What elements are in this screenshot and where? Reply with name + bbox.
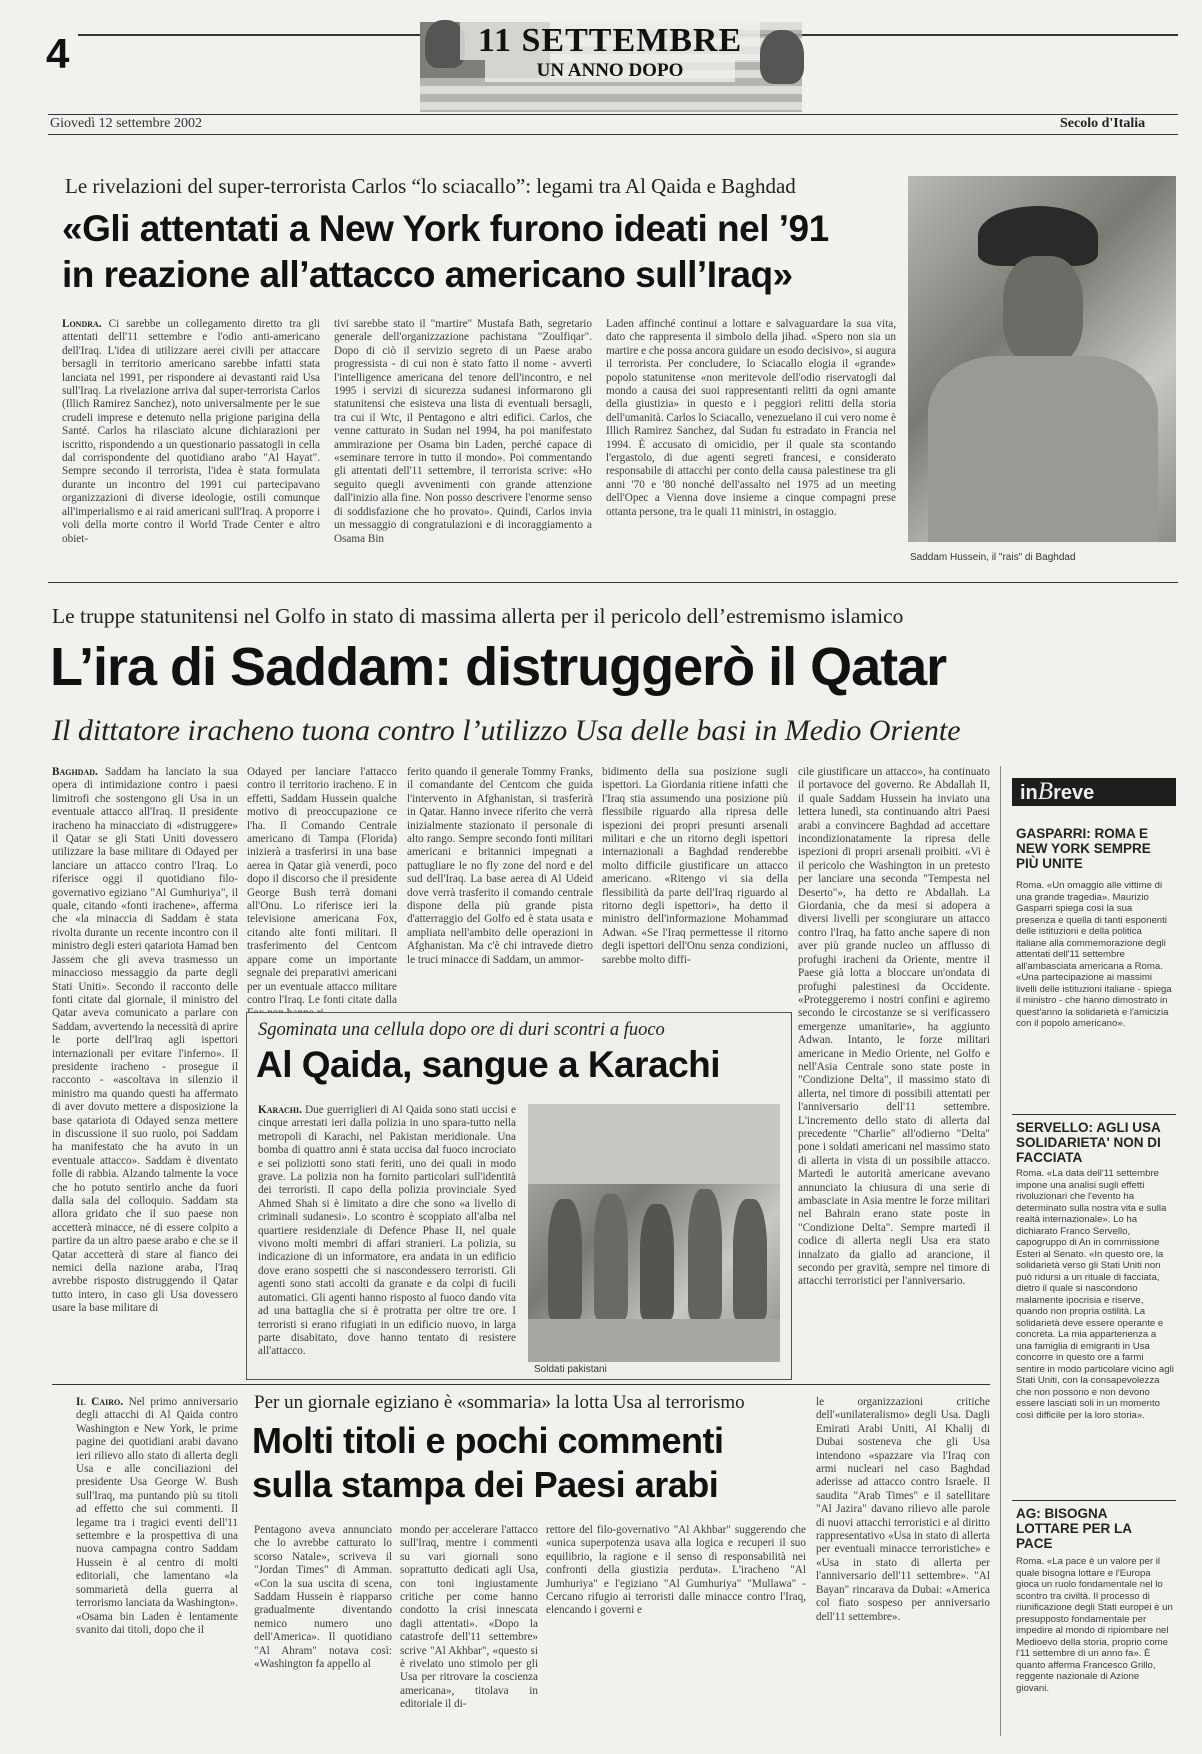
article2-dateline: Baghdad. bbox=[52, 766, 98, 778]
article2-column-3: ferito quando il generale Tommy Franks, il comandante del Centcom che guida l'intervento in Afghanistan, si trasferirà in Qatar. Hanno invece riferito che verrà inizialmente stazionato il personale di alto rango. Sempre secondo fonti militari americani e britannici impegnati a pattugliare le no fly zone del nord e del sud dell'Iraq. La base aerea di Al Udeid dove verrà trasferito il comando centrale dispone della più grande pista d'atterraggio del Golfo ed è stata usata e ampliata nell'ambito delle operazioni in Afghanistan. Ma c'è chi intravede dietro le truci minacce di Saddam, un ammor- bbox=[407, 766, 593, 966]
article1-headline-line1: «Gli attentati a New York furono ideati nel ’91 bbox=[62, 208, 829, 249]
article1-column-3: Laden affinché continui a lottare e salvaguardare la sua vita, dato che rappresenta il simbolo della jihad. «Spero non sia un martire e che possa ancora guidare un esodo decisivo», si augura il terrorista. Per concludere, lo Sciacallo elogia il «grande» popolo statunitense «non meritevole dell'odio riservatogli dal mondo a causa dei suoi rappresentanti relitti da ogni amante della giustizia» in questo e i peggiori relitti della storia dell'umanità. Carlos lo Sciacallo, venezuelano il cui vero nome è Illich Ramirez Sanchez, dal Sudan fu estradato in Francia nel 1994. È accusato di omicidio, per il quale sta scontando l'ergastolo, di due agenti segreti francesi, e considerato responsabile di attacchi per conto della causa palestinese tra gli anni '70 e '80 nonché dell'assalto nel 1975 ad un meeting dell'Opec a Vienna dove insieme a cinque compagni prese ottanta persone, tra le quali 11 ministri, in ostaggio. bbox=[606, 318, 896, 518]
sidebar-label bbox=[1012, 778, 1176, 806]
sidebar-label-prefix: in bbox=[1020, 782, 1038, 804]
article1-separator bbox=[48, 582, 1178, 583]
masthead-rule bbox=[48, 114, 1178, 115]
article2-column-1: Baghdad. Saddam ha lanciato la sua opera di intimidazione contro i paesi limitrofi che sostengono gli Usa in un eventuale attacco all'Iraq. Il presidente iracheno ha minacciato di «distruggere» il Qatar se gli Stati Uniti dovessero utilizzare la base militare di Odayed per lanciare un attacco contro l'Iraq. Lo riferisce oggi il quotidiano filo-governativo egiziano "Al Gumhuriya", il quale, citando «fonti irachene», afferma che «la minaccia di Saddam è stata rivolta durante un recente incontro con il ministro degli esteri qatariota Hamad ben Jassem che gli aveva trasmesso un minaccioso messaggio da parte degli Stati Uniti». Secondo il racconto delle fonti citate dal giornale, il ministro del Qatar aveva comunicato a parlare con Saddam, avvertendo la necessità di aprire le porte dell'Iraq agli ispettori internazionali per evitare l'inferno». Il presidente iracheno - prosegue il racconto - «ascoltava in silenzio il ministro ma quando questi ha affermato di aver dovuto mettere a disposizione la base qatariota di Odayed senza mettere in discussione il suo ruolo, poi Saddam ha manifestato che ha avuto in un eventuale attacco». Saddam è diventato folle di rabbia. Alzando talmente la voce che ho potuto sentirlo anche da fuori dalla sala del colloquio. Saddam sta allora gridato che il suo paese non accetterà minacce, né di essere colpito a partire da un altro paese arabo e che se il Qatar accetterà di stare al fianco dei nemici della nazione araba, l'Iraq avrebbe risposto distruggendo il Qatar tutto intero, in caso gli Usa dovessero usare la base militare di bbox=[52, 766, 239, 1315]
saddam-photo bbox=[908, 176, 1176, 542]
article1-column-1: Londra. Ci sarebbe un collegamento diretto tra gli attentati dell'11 settembre e l'odio anti-americano dell'Iraq. L'idea di utilizzare aerei civili per attaccare bersagli in territorio americano sarebbe infatti stata lanciata nel 1991, per rispondere ai devastanti raid Usa sull'Iraq. La rivelazione arriva dal super-terrorista Carlos (Illich Ramirez Sanchez), noto universalmente per le sue crudeli imprese e detenuto nella prigione parigina della Santé. Carlos ha rilasciato alcune dichiarazioni per iscritto, rispondendo a un questionario passatogli in cella dal corrispondente del quotidiano arabo "Al Hayat". Sempre secondo il terrorista, l'idea è stata formulata durante un incontro del 1991 cui partecipavano organizzazioni di diverse ideologie, ostili comunque all'imperialismo e ai raid americani sull'Iraq. A proporre i voli della morte contro il World Trade Center e altro obiet- bbox=[62, 318, 321, 545]
sidebar-item3-body: Roma. «La pace è un valore per il quale bisogna lottare e l'Europa gioca un ruolo fondamentale nel lo scontro tra civiltà. Il processo di riunificazione degli Stati europei è un presupposto fondamentale per impedire al mondo di ripiombare nel Medioevo della storia, proprio come l'11 settembre di un anno fa». È quanto afferma Francesco Grillo, reggente nazionale di Azione giovani. bbox=[1016, 1556, 1173, 1694]
article4-column-5: le organizzazioni critiche dell'«unilateralismo» degli Usa. Dagli Emirati Arabi Uniti, Al Khalij di Dubai sosteneva che gli Usa intendono «spazzare via l'Iraq con armi nucleari nel caso Baghdad aderisse ad attacco contro Israele. Il saudita "Arab Times" e il satellitare "Al Jazira" davano rilievo alle parole di nuovi attacchi terroristici e al diritto rappresentativo «Usa in stato di allerta per eventuali minacce terroristiche» e «Usa in stato di allerta per l'anniversario dell'11 settembre». "Al Bayan" rincarava da Dubai: «America col fiato sospeso per anniversario dell'11 settembre». bbox=[816, 1396, 990, 1623]
sidebar-item2-title: SERVELLO: AGLI USA SOLIDARIETA' NON DI FACCIATA bbox=[1016, 1120, 1161, 1165]
article1-dateline: Londra. bbox=[62, 318, 102, 330]
issue-date: Giovedì 12 settembre 2002 bbox=[50, 116, 203, 131]
sidebar-item1-title: GASPARRI: ROMA E NEW YORK SEMPRE PIÙ UNITE bbox=[1016, 826, 1151, 871]
eagle-right-icon bbox=[760, 30, 804, 84]
article4-kicker: Per un giornale egiziano è «sommaria» la lotta Usa al terrorismo bbox=[254, 1392, 745, 1413]
page-number: 4 bbox=[46, 30, 70, 77]
article1-column-2: tivi sarebbe stato il "martire" Mustafa Bath, segretario generale dell'organizzazione pachistana "Zoulfiqar". Dopo di ciò il servizio segreto di un Paese arabo progressista - di cui non è stato fatto il nome - avvertì l'intelligence americana del tenore dell'incontro, e nel 1995 i servizi di sicurezza sudanesi informarono gli statunitensi che esisteva una lista di eventuali bersagli, tra cui il Wtc, il Pentagono e altri edifici. Carlos, che venne catturato in Sudan nel 1994, ha poi manifestato ammirazione per Osama bin Laden, perché capace di «seminare terrore in tutto il mondo». Poi commentando gli attentati dell'11 settembre, il terrorista scrive: «Ho seguito quegli avvenimenti con grande attenzione dall'inizio alla fine. Non posso descrivere l'enorme senso di soddisfazione che ho provato». Quindi, Carlos invia un messaggio di congratulazioni e di incoraggiamento a Osama Bin bbox=[334, 318, 592, 545]
article3-dateline: Karachi. bbox=[258, 1104, 302, 1116]
soldiers-photo-caption: Soldati pakistani bbox=[534, 1364, 607, 1375]
article2-kicker: Le truppe statunitensi nel Golfo in stato di massima allerta per il pericolo dell’estremismo islamico bbox=[52, 604, 904, 628]
article2-column-5: cile giustificare un attacco», ha continuato il portavoce del governo. Re Abdallah II, il quale Saddam Hussein ha inviato una lettera lunedì, sta continuando altri Paesi arabi a convincere Baghdad ad accettare incondizionatamente la ripresa delle ispezioni di propri arsenali proibiti. «Vi è il pericolo che Washington in un pretesto per lanciare una seconda "Tempesta nel Deserto"», ha detto re Abdallah. La Giordania, che da mesi si adopera a diversi livelli per scongiurare un attacco contro l'Iraq, ha fatto anche sapere di non aver più grande nucleo un afflusso di profughi iracheni da Oriente, mentre il Paese già lotta a bloccare un'ondata di profughi palestinesi da Occidente. «Proteggeremo i nostri confini e agiremo secondo le circostanze se si verificassero emergenze umanitarie», ha aggiunto Adwan. Intanto, le forze militari americane in Medio Oriente, nel Golfo e nell'Asia Centrale sono state poste in "Condizione Delta", il massimo stato di allerta, nel timore di possibili attentati per l'anniversario dell'11 settembre. L'incremento dello stato di allerta dal precedente "Charlie" all'odierno "Delta" pone i soldati americani nel massimo stato di allerta in vista di un possibile attacco. Martedì le autorità americane avevano annunciato la chiusura di una serie di ambasciate in Asia mentre le forze militari nel Bahrain erano state poste in "Condizione Delta". Sempre martedì il codice di allerta negli Usa era stato innalzato da giallo ad arancione, il secondo per gravità, sempre nel timore di attacchi terroristici per l'anniversario. bbox=[798, 766, 990, 1288]
masthead-title: 11 SETTEMBRE bbox=[460, 22, 760, 60]
article4-headline-line1: Molti titoli e pochi commenti bbox=[252, 1420, 724, 1461]
sidebar-label-letter: B bbox=[1037, 778, 1054, 805]
article4-dateline: Il Cairo. bbox=[76, 1396, 124, 1408]
sidebar-item2-body: Roma. «La data dell'11 settembre impone una analisi sugli effetti rivoluzionari che l'evento ha determinato sulla nostra vita e sulla realtà internazionale». Lo ha dichiarato Franco Servello, capogruppo di An in commissione Esteri al Senato. «In questo ore, la solidarietà verso gli Stati Uniti non può ridursi a un rituale di facciata, dietro il quale si nascondono malamente ipocrisia e riserve, quando non propria ostilità. La solidarietà deve essere operante e concreta. La mia appartenenza a una famiglia di emigranti in Usa concorre in questo ore a farmi sentire in modo particolare vicino agli Stati Uniti, con la consapevolezza che non possono e non devono essere lasciati soli in un momento così difficile per la loro storia». bbox=[1016, 1168, 1174, 1421]
article3-body: Karachi. Due guerriglieri di Al Qaida sono stati uccisi e cinque arrestati ieri dalla polizia in uno spara-tutto nella metropoli di Karachi, nel Pakistan meridionale. Una bomba di quattro anni è stata uccisa dal fuoco incrociato e sei poliziotti sono stati feriti, uno dei quali in modo grave. La polizia non ha fornito particolari sull'identità dei terroristi. Il capo della polizia provinciale Syed Ahmed Shah si è limitato a dire che sono «a livello di criminali sudanesi». Lo scontro è scoppiato all'alba nel quartiere residenziale di Defence Phase II, nel quale vivono molti membri di affari stranieri. La polizia, su indicazione di un informatore, era andata in un edificio dove erano sospetti che si nascondessero terroristi. Gli agenti sono stati accolti da granate e da colpi di fucili automatici. Gli agenti hanno risposto al fuoco dando vita ad una battaglia che si è protratta per oltre tre ore. I terroristi si erano rifugiati in un edificio nuovo, in larga parte disabitato, dove hanno tentato di resistere all'attacco. bbox=[258, 1104, 516, 1358]
sidebar-item3-title: AG: BISOGNA LOTTARE PER LA PACE bbox=[1016, 1506, 1132, 1551]
masthead-subtitle: UN ANNO DOPO bbox=[485, 60, 735, 82]
eagle-left-icon bbox=[425, 20, 465, 68]
article2-column-4: bidimento della sua posizione sugli ispettori. La Giordania ritiene infatti che l'Iraq stia assumendo una posizione più flessibile riguardo alla ripresa delle ispezioni dei propri presunti arsenali militari e che un ritorno degli ispettori internazionali a Baghdad renderebbe molto difficile giustificare un attacco americano. «Ritengo vi sia della flessibilità da parte dell'Iraq riguardo al ritorno degli ispettori», ha detto il ministro dell'informazione Mohammad Adwan. «Se l'Iraq permettesse il ritorno degli ispettori dell'Onu senza condizioni, sarebbe molto diffi- bbox=[602, 766, 788, 966]
article3-headline: Al Qaida, sangue a Karachi bbox=[256, 1044, 721, 1085]
article2-headline: L’ira di Saddam: distruggerò il Qatar bbox=[50, 637, 947, 697]
article2-separator bbox=[52, 1384, 990, 1385]
sidebar-separator-2 bbox=[1012, 1500, 1176, 1501]
saddam-photo-caption: Saddam Hussein, il "rais" di Baghdad bbox=[910, 552, 1076, 563]
sidebar-separator-1 bbox=[1012, 1114, 1176, 1115]
article2-subhead: Il dittatore iracheno tuona contro l’utilizzo Usa delle basi in Medio Oriente bbox=[52, 714, 961, 747]
paper-name: Secolo d'Italia bbox=[1060, 116, 1146, 131]
article1-headline-line2: in reazione all’attacco americano sull’Iraq» bbox=[62, 254, 793, 295]
article4-column-2: Pentagono aveva annunciato che lo avrebbe catturato lo scorso Natale», scriveva il "Jordan Times" di Amman. «Con la sua uscita di scena, Saddam Hussein è riapparso gradualmente diventando nemico numero uno dell'America». Il quotidiano "Al Ahram" notava così: «Washington fa appello al bbox=[254, 1524, 392, 1671]
article4-column-3: mondo per accelerare l'attacco sull'Iraq, mentre i commenti su vari giornali sono soprattutto dedicati agli Usa, con toni ingiustamente critiche per come hanno condotto la crisi innescata dagli attentati». «Dopo la catastrofe dell'11 settembre» scrive "Al Akhbar", «questo si è rivelato uno stimolo per gli Usa per ritrovare la coscienza americana», titolava in editoriale il di- bbox=[400, 1524, 538, 1711]
article1-kicker: Le rivelazioni del super-terrorista Carlos “lo sciacallo”: legami tra Al Qaida e Baghdad bbox=[65, 174, 796, 198]
sidebar-item1-body: Roma. «Un omaggio alle vittime di una grande tragedia». Maurizio Gasparri spiega così la sua presenza e quella di tanti esponenti delle istituzioni e della politica italiane alla commemorazione degli attentati dell'11 settembre all'ambasciata americana a Roma. «Una partecipazione ai massimi livelli delle istituzioni italiane - spiega il ministro - che hanno dimostrato in quest'anno la solidarietà e l'amicizia con il popolo americano». bbox=[1016, 880, 1172, 1029]
article4-headline-line2: sulla stampa dei Paesi arabi bbox=[252, 1464, 719, 1505]
sidebar-label-suffix: reve bbox=[1053, 782, 1095, 804]
masthead-rule-bottom bbox=[48, 134, 1178, 135]
sidebar-rule bbox=[1000, 766, 1001, 1736]
article4-column-4: rettore del filo-governativo "Al Akhbar" suggerendo che «unica superpotenza usava alla logica e recuperi il suo equilibrio, la ragione e il senso di responsabilità nei confronti della giustizia perduta». L'iracheno "Al Jumhuriya" e l'egiziano "Al Gumhuriya" "Mullawa" - Cercano rifugio ai terroristi dalle minacce contro l'Iraq, elencando i governi e bbox=[546, 1524, 806, 1617]
article4-column-1: Il Cairo. Nel primo anniversario degli attacchi di Al Qaida contro Washington e New York, le prime pagine dei quotidiani arabi davano ieri rilievo allo stato di allerta degli Usa e alle conciliazioni del presidente Usa George W. Bush sull'Iraq, ma puntando più su titoli ad effetto che sui commenti. Il legame tra i tragici eventi dell'11 settembre e la prospettiva di una nuova campagna contro Saddam Hussein è al centro di molti editoriali, che lamentano «la sommarietà della guerra al terrorismo lanciata da Washington». «Osama bin Laden è lentamente svanito dai titoli, dopo che il bbox=[76, 1396, 238, 1636]
soldiers-photo bbox=[528, 1104, 780, 1362]
article3-kicker: Sgominata una cellula dopo ore di duri scontri a fuoco bbox=[258, 1020, 665, 1040]
article2-column-2: Odayed per lanciare l'attacco contro il territorio iracheno. E in effetti, Saddam Hussein qualche motivo di preoccupazione ce l'ha. Il Comando Centrale americano di Tampa (Florida) inizierà a trasferirsi in una base aerea in Qatar già venerdì, poco dopo il discorso che il presidente George Bush terrà domani all'Onu. Lo riferisce ieri la televisione americana Fox, citando alte fonti militari. Il trasferimento del Centcom appare come un importante segnale dei preparativi americani per un eventuale attacco militare contro l'Iraq. Le fonti citate dalla bbox=[247, 766, 397, 1006]
